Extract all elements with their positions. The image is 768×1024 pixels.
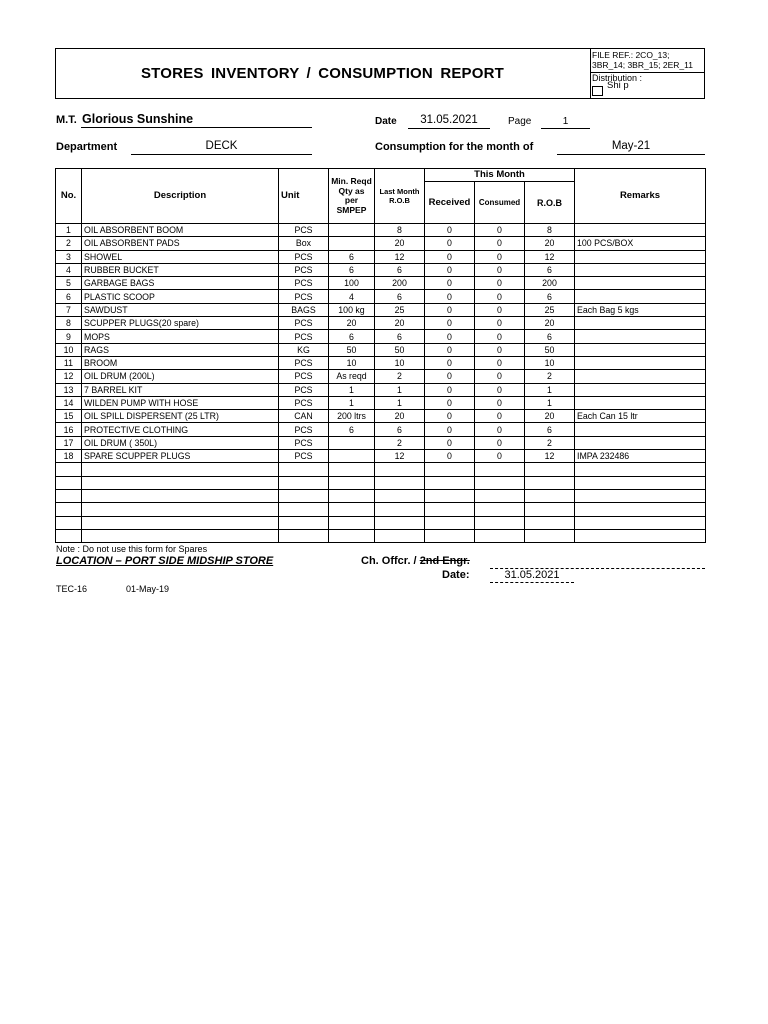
distribution-ship-checkbox[interactable] [592,86,603,96]
cell-rob: 1 [525,396,575,409]
cell-unit: BAGS [279,303,329,316]
cell-last-month-rob [375,476,425,489]
cell-remarks [575,370,706,383]
cell-description: SCUPPER PLUGS(20 spare) [82,317,279,330]
cell-remarks [575,343,706,356]
col-header-consumed: Consumed [475,182,525,224]
cell-no: 18 [56,450,82,463]
cell-no: 5 [56,277,82,290]
cell-last-month-rob: 2 [375,436,425,449]
cell-no: 14 [56,396,82,409]
form-note: Note : Do not use this form for Spares [56,544,208,554]
cell-last-month-rob: 10 [375,356,425,369]
inventory-table [55,168,706,543]
cell-no: 6 [56,290,82,303]
cell-consumed [475,463,525,476]
col-header-rob: R.O.B [525,182,575,224]
department-value: DECK [205,140,238,152]
cell-description: RUBBER BUCKET [82,263,279,276]
department-underline [131,154,312,155]
cell-rob: 6 [525,290,575,303]
cell-last-month-rob: 6 [375,423,425,436]
cell-consumed: 0 [475,396,525,409]
cell-received: 0 [425,396,475,409]
cell-rob: 12 [525,250,575,263]
cell-no [56,476,82,489]
cell-consumed [475,516,525,529]
cell-unit [279,516,329,529]
cell-rob: 25 [525,303,575,316]
cell-received: 0 [425,237,475,250]
cell-description: WILDEN PUMP WITH HOSE [82,396,279,409]
cell-unit: PCS [279,277,329,290]
cell-min-reqd [329,503,375,516]
cell-no [56,529,82,542]
cell-description: OIL ABSORBENT BOOM [82,224,279,237]
cell-rob [525,516,575,529]
table-row [56,290,706,303]
cell-remarks [575,423,706,436]
cell-unit: PCS [279,250,329,263]
form-code: TEC-16 [56,584,88,594]
cell-last-month-rob: 1 [375,396,425,409]
cell-remarks [575,330,706,343]
cell-description: PLASTIC SCOOP [82,290,279,303]
cell-rob: 6 [525,330,575,343]
cell-consumed: 0 [475,383,525,396]
cell-unit: PCS [279,263,329,276]
table-row [56,237,706,250]
cell-last-month-rob [375,489,425,502]
cell-description [82,489,279,502]
col-header-no: No. [56,169,82,224]
cell-last-month-rob: 2 [375,370,425,383]
page-underline [541,128,590,129]
cell-description: RAGS [82,343,279,356]
cell-unit [279,489,329,502]
cell-unit: PCS [279,224,329,237]
cell-consumed: 0 [475,290,525,303]
cell-unit: PCS [279,356,329,369]
cell-last-month-rob: 200 [375,277,425,290]
cell-unit: PCS [279,330,329,343]
cell-last-month-rob [375,463,425,476]
cell-min-reqd [329,529,375,542]
signatory-label [361,555,470,567]
cell-consumed: 0 [475,423,525,436]
cell-no: 10 [56,343,82,356]
cell-min-reqd: 6 [329,250,375,263]
cell-consumed: 0 [475,343,525,356]
cell-consumed: 0 [475,410,525,423]
cell-rob: 6 [525,423,575,436]
cell-received: 0 [425,330,475,343]
signatory-prefix: Ch. Offcr. / [361,555,417,567]
cell-no: 12 [56,370,82,383]
distribution-ship-label: Shi p [607,80,629,91]
table-row [56,489,706,502]
cell-received: 0 [425,423,475,436]
cell-min-reqd: 100 [329,277,375,290]
cell-min-reqd: 200 ltrs [329,410,375,423]
cell-rob: 20 [525,317,575,330]
distribution-underline [630,98,705,99]
table-row [56,410,706,423]
cell-unit [279,503,329,516]
cell-last-month-rob [375,503,425,516]
cell-received: 0 [425,317,475,330]
cell-received: 0 [425,303,475,316]
cell-consumed: 0 [475,277,525,290]
cell-unit [279,476,329,489]
cell-received [425,529,475,542]
cell-last-month-rob: 25 [375,303,425,316]
cell-received: 0 [425,450,475,463]
col-header-received: Received [425,182,475,224]
cell-consumed: 0 [475,237,525,250]
cell-received [425,463,475,476]
page-value: 1 [562,116,569,127]
vessel-label: M.T. [56,114,77,126]
table-row [56,356,706,369]
department-label: Department [56,141,118,153]
cell-consumed: 0 [475,370,525,383]
cell-unit: PCS [279,423,329,436]
cell-min-reqd [329,224,375,237]
cell-no: 9 [56,330,82,343]
cell-last-month-rob: 12 [375,250,425,263]
cell-consumed: 0 [475,330,525,343]
table-row [56,423,706,436]
cell-no: 3 [56,250,82,263]
table-row [56,317,706,330]
cell-last-month-rob: 1 [375,383,425,396]
cell-last-month-rob: 12 [375,450,425,463]
cell-no [56,463,82,476]
cell-rob: 200 [525,277,575,290]
cell-rob: 8 [525,224,575,237]
cell-consumed: 0 [475,303,525,316]
cell-unit: Box [279,237,329,250]
cell-description: OIL ABSORBENT PADS [82,237,279,250]
cell-unit: PCS [279,317,329,330]
cell-min-reqd: 6 [329,263,375,276]
cell-last-month-rob: 20 [375,317,425,330]
cell-received: 0 [425,356,475,369]
cell-consumed [475,489,525,502]
cell-rob [525,463,575,476]
cell-last-month-rob: 6 [375,290,425,303]
cell-remarks [575,383,706,396]
cell-rob: 12 [525,450,575,463]
col-header-remarks: Remarks [575,169,706,224]
cell-min-reqd [329,476,375,489]
cell-remarks [575,463,706,476]
cell-rob: 20 [525,410,575,423]
cell-no [56,503,82,516]
table-row [56,396,706,409]
cell-no: 13 [56,383,82,396]
cell-last-month-rob [375,516,425,529]
cell-received: 0 [425,436,475,449]
cell-min-reqd [329,237,375,250]
cell-description: GARBAGE BAGS [82,277,279,290]
cell-rob: 10 [525,356,575,369]
cell-received: 0 [425,370,475,383]
cell-consumed: 0 [475,317,525,330]
cell-remarks [575,356,706,369]
table-row [56,463,706,476]
cell-received: 0 [425,383,475,396]
cell-rob [525,503,575,516]
cell-remarks: Each Can 15 ltr [575,410,706,423]
cell-min-reqd: As reqd [329,370,375,383]
cell-description: OIL DRUM (200L) [82,370,279,383]
date-label: Date [375,116,397,127]
table-row [56,263,706,276]
cell-remarks [575,263,706,276]
cell-no: 8 [56,317,82,330]
cell-description: SPARE SCUPPER PLUGS [82,450,279,463]
cell-remarks [575,277,706,290]
table-row [56,330,706,343]
cell-received: 0 [425,250,475,263]
col-header-min-reqd: Min. Reqd Qty as per SMPEP [329,169,375,224]
cell-remarks [575,250,706,263]
cell-description: MOPS [82,330,279,343]
date-value: 31.05.2021 [420,114,478,126]
cell-description [82,503,279,516]
cell-remarks [575,317,706,330]
cell-last-month-rob [375,529,425,542]
table-row [56,450,706,463]
cell-remarks: IMPA 232486 [575,450,706,463]
cell-description: 7 BARREL KIT [82,383,279,396]
cell-min-reqd: 6 [329,423,375,436]
col-header-this-month: This Month [425,169,575,182]
cell-rob [525,529,575,542]
cell-unit: PCS [279,383,329,396]
cell-min-reqd [329,489,375,502]
cell-no: 4 [56,263,82,276]
cell-received: 0 [425,410,475,423]
cell-description: SHOWEL [82,250,279,263]
cell-received [425,503,475,516]
cell-description [82,476,279,489]
cell-description: SAWDUST [82,303,279,316]
cell-remarks [575,224,706,237]
cell-consumed: 0 [475,450,525,463]
table-row [56,224,706,237]
store-location: LOCATION – PORT SIDE MIDSHIP STORE [56,555,274,567]
sign-date-value: 31.05.2021 [504,569,560,581]
cell-rob [525,476,575,489]
table-row [56,383,706,396]
cell-last-month-rob: 20 [375,410,425,423]
file-reference: FILE REF.: 2CO_13; 3BR_14; 3BR_15; 2ER_11 [592,50,693,70]
cell-min-reqd: 6 [329,330,375,343]
table-row [56,303,706,316]
cell-no: 2 [56,237,82,250]
cell-no [56,489,82,502]
cell-remarks [575,489,706,502]
cell-min-reqd: 1 [329,396,375,409]
cell-rob: 2 [525,370,575,383]
cell-unit [279,463,329,476]
cell-rob: 50 [525,343,575,356]
table-row [56,343,706,356]
cell-rob: 20 [525,237,575,250]
signatory-struck: 2nd Engr. [419,555,470,567]
table-row [56,516,706,529]
cell-last-month-rob: 50 [375,343,425,356]
page-label: Page [508,116,532,127]
distribution-label: Distribution : [592,73,643,83]
cell-description: OIL SPILL DISPERSENT (25 LTR) [82,410,279,423]
cell-unit: CAN [279,410,329,423]
cell-rob: 1 [525,383,575,396]
form-date: 01-May-19 [126,584,170,594]
cell-received [425,489,475,502]
sign-date-label: Date: [442,569,470,581]
cell-description [82,516,279,529]
cell-received: 0 [425,277,475,290]
cell-received [425,516,475,529]
cell-consumed: 0 [475,356,525,369]
cell-rob: 2 [525,436,575,449]
cell-remarks [575,529,706,542]
cell-rob: 6 [525,263,575,276]
table-row [56,503,706,516]
cell-received: 0 [425,290,475,303]
consumption-label: Consumption for the month of [375,141,534,153]
cell-remarks [575,476,706,489]
cell-remarks [575,516,706,529]
col-header-description: Description [82,169,279,224]
vessel-underline [81,127,312,128]
table-row [56,436,706,449]
cell-last-month-rob: 6 [375,330,425,343]
cell-unit: PCS [279,370,329,383]
cell-last-month-rob: 8 [375,224,425,237]
cell-unit [279,529,329,542]
cell-consumed [475,476,525,489]
cell-last-month-rob: 20 [375,237,425,250]
cell-rob [525,489,575,502]
cell-description: PROTECTIVE CLOTHING [82,423,279,436]
cell-remarks [575,503,706,516]
cell-min-reqd [329,463,375,476]
cell-min-reqd: 1 [329,383,375,396]
col-header-last-month-rob: Last Month R.O.B [375,169,425,224]
cell-no: 17 [56,436,82,449]
cell-no [56,516,82,529]
sign-date-line [490,582,574,583]
table-row [56,250,706,263]
cell-consumed: 0 [475,224,525,237]
cell-consumed: 0 [475,250,525,263]
cell-last-month-rob: 6 [375,263,425,276]
table-row [56,476,706,489]
col-header-unit: Unit [279,169,329,224]
cell-min-reqd: 4 [329,290,375,303]
cell-consumed: 0 [475,263,525,276]
date-underline [408,128,490,129]
cell-remarks: 100 PCS/BOX [575,237,706,250]
cell-unit: PCS [279,450,329,463]
cell-received: 0 [425,263,475,276]
cell-no: 1 [56,224,82,237]
cell-min-reqd: 10 [329,356,375,369]
cell-description [82,463,279,476]
cell-unit: PCS [279,396,329,409]
table-row [56,370,706,383]
cell-min-reqd: 20 [329,317,375,330]
cell-min-reqd: 50 [329,343,375,356]
cell-no: 7 [56,303,82,316]
report-title: STORES INVENTORY / CONSUMPTION REPORT [140,65,505,82]
cell-min-reqd [329,516,375,529]
cell-unit: PCS [279,436,329,449]
cell-no: 16 [56,423,82,436]
cell-no: 15 [56,410,82,423]
inventory-table-body [56,224,706,543]
table-row [56,277,706,290]
vessel-name: Glorious Sunshine [82,112,194,126]
cell-description [82,529,279,542]
cell-unit: KG [279,343,329,356]
cell-remarks [575,290,706,303]
cell-remarks: Each Bag 5 kgs [575,303,706,316]
cell-consumed [475,529,525,542]
cell-min-reqd: 100 kg [329,303,375,316]
cell-consumed: 0 [475,436,525,449]
cell-min-reqd [329,436,375,449]
consumption-underline [557,154,705,155]
header-divider [590,48,591,99]
cell-description: BROOM [82,356,279,369]
consumption-month: May-21 [611,140,651,152]
cell-received [425,476,475,489]
cell-no: 11 [56,356,82,369]
cell-remarks [575,396,706,409]
cell-unit: PCS [279,290,329,303]
cell-received: 0 [425,343,475,356]
cell-remarks [575,436,706,449]
cell-received: 0 [425,224,475,237]
cell-min-reqd [329,450,375,463]
cell-consumed [475,503,525,516]
cell-description: OIL DRUM ( 350L) [82,436,279,449]
table-row [56,529,706,542]
